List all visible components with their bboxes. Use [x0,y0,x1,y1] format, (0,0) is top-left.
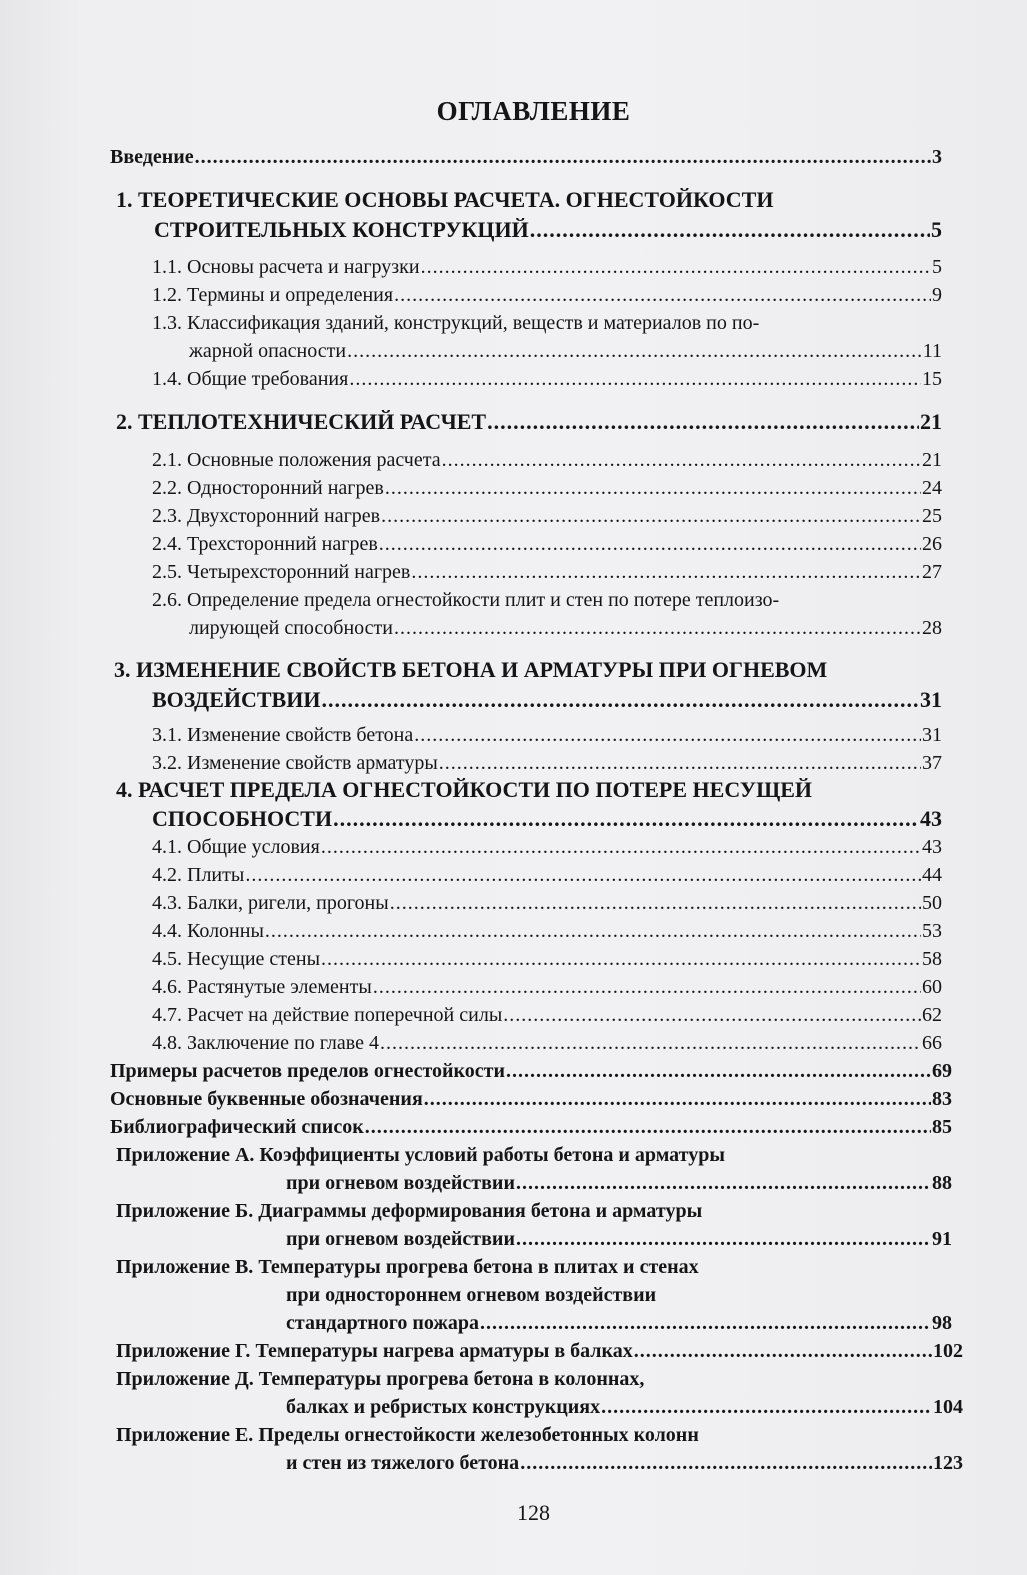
chapter-1-title-line2: СТРОИТЕЛЬНЫХ КОНСТРУКЦИЙ [154,217,529,242]
toc-entry-2-6-line1[interactable]: 2.6. Определение предела огнестойкости плит и стен по потере теплоизо- [152,589,780,611]
toc-entry-2-3[interactable] [152,502,942,530]
toc-entry-label: 4.6. Растянутые элементы [152,976,372,998]
appendix-title-line2: при огневом воздействии [286,1172,515,1194]
toc-entry-page: 21 [920,409,942,434]
appendix-prefix: Приложение Д. [116,1368,254,1390]
toc-entry-2-6[interactable] [189,614,942,642]
toc-entry-chapter-3[interactable] [152,686,942,714]
toc-entry-examples[interactable] [110,1057,952,1085]
dot-leader [380,1029,921,1057]
toc-entry-page: 60 [922,976,942,998]
appendix-b-line1[interactable] [116,1197,702,1225]
toc-entry-1-3-line1[interactable]: 1.3. Классификация зданий, конструкций, веществ и материалов по по- [152,312,760,334]
toc-entry-page: 31 [922,724,942,746]
toc-entry-label: 2.4. Трехсторонний нагрев [152,533,378,555]
dot-leader [411,558,921,586]
toc-entry-label: 2.2. Односторонний нагрев [152,477,384,499]
appendix-title-line1: Пределы огнестойкости железобетонных колонн [258,1424,699,1446]
dot-leader [414,721,921,749]
toc-entry-3-1[interactable] [152,721,942,749]
appendix-title-line3: стандартного пожара [286,1312,480,1334]
toc-entry-label: 4.4. Колонны [152,920,264,942]
dot-leader [349,365,921,393]
dot-leader [421,253,931,281]
toc-entry-page: 102 [933,1340,963,1362]
toc-entry-4-1[interactable] [152,833,942,861]
toc-entry-page: 98 [932,1312,952,1334]
toc-entry-intro[interactable] [110,143,942,171]
chapter-2-title: 2. ТЕПЛОТЕХНИЧЕСКИЙ РАСЧЕТ [116,409,487,434]
toc-entry-label: Библиографический список [110,1116,364,1138]
dot-leader [442,446,921,474]
toc-entry-appendix-g[interactable] [116,1337,963,1365]
toc-entry-page: 25 [922,505,942,527]
toc-entry-page: 104 [933,1396,963,1418]
toc-entry-2-1[interactable] [152,446,942,474]
chapter-3-title-line2: ВОЗДЕЙСТВИИ [152,687,321,712]
dot-leader [487,408,919,436]
toc-entry-page: 43 [922,836,942,858]
dot-leader [333,805,919,833]
toc-entry-label: 4.2. Плиты [152,864,245,886]
appendix-title-line1: Диаграммы деформирования бетона и арматуры [258,1200,703,1222]
appendix-title-line2: и стен из тяжелого бетона [286,1452,520,1474]
appendix-v-line1[interactable] [116,1253,699,1281]
toc-entry-page: 26 [922,533,942,555]
appendix-prefix: Приложение Б. [116,1200,254,1222]
dot-leader [394,614,921,642]
appendix-title-line1: Температуры прогрева бетона в плитах и стенах [258,1256,699,1278]
toc-entry-label: Примеры расчетов пределов огнестойкости [110,1060,506,1082]
toc-entry-page: 21 [922,449,942,471]
toc-entry-label: 2.5. Четырехсторонний нагрев [152,561,411,583]
toc-entry-4-5[interactable] [152,945,942,973]
toc-entry-label: 3.2. Изменение свойств арматуры [152,752,438,774]
toc-entry-symbols[interactable] [110,1085,952,1113]
toc-entry-label: жарной опасности [189,340,347,362]
toc-entry-page: 28 [922,617,942,639]
dot-leader [195,143,931,171]
toc-entry-3-2[interactable] [152,749,942,777]
toc-entry-label: Введение [110,146,194,168]
dot-leader [321,833,921,861]
dot-leader [385,474,921,502]
toc-entry-4-3[interactable] [152,889,942,917]
toc-entry-label [116,1337,633,1365]
chapter-3-title-line1[interactable]: 3. ИЗМЕНЕНИЕ СВОЙСТВ БЕТОНА И АРМАТУРЫ ПРИ ОГНЕВОМ [114,657,828,682]
toc-entry-bibliography[interactable] [110,1113,952,1141]
toc-entry-chapter-1[interactable] [154,216,942,244]
dot-leader [506,1057,931,1085]
chapter-4-title-line1[interactable]: 4. РАСЧЕТ ПРЕДЕЛА ОГНЕСТОЙКОСТИ ПО ПОТЕРЕ НЕСУЩЕЙ [116,777,813,802]
toc-entry-page: 15 [922,368,942,390]
toc-entry-label: 4.7. Расчет на действие поперечной силы [152,1004,503,1026]
dot-leader [530,216,930,244]
dot-leader [634,1337,932,1365]
toc-entry-2-4[interactable] [152,530,942,558]
toc-entry-4-7[interactable] [152,1001,942,1029]
dot-leader [265,917,921,945]
toc-entry-appendix-d[interactable] [286,1393,963,1421]
toc-entry-page: 31 [920,687,942,712]
toc-entry-label: 4.5. Несущие стены [152,948,321,970]
appendix-prefix: Приложение А. [116,1144,255,1166]
toc-entry-page: 62 [922,1004,942,1026]
toc-entry-label: 4.3. Балки, ригели, прогоны [152,892,389,914]
toc-entry-chapter-2[interactable] [116,408,942,436]
toc-entry-page: 85 [932,1116,952,1138]
toc-entry-page: 50 [922,892,942,914]
dot-leader [321,945,921,973]
dot-leader [503,1001,921,1029]
toc-entry-4-6[interactable] [152,973,942,1001]
chapter-1-title-line1[interactable]: 1. ТЕОРЕТИЧЕСКИЕ ОСНОВЫ РАСЧЕТА. ОГНЕСТОЙКОСТИ [116,187,774,212]
toc-entry-2-5[interactable] [152,558,942,586]
dot-leader [245,861,921,889]
dot-leader [379,530,921,558]
toc-entry-appendix-e[interactable] [286,1449,963,1477]
toc-entry-appendix-a[interactable] [286,1169,952,1197]
appendix-title-line1: Коэффициенты условий работы бетона и арматуры [259,1144,725,1166]
toc-entry-label: 3.1. Изменение свойств бетона [152,724,414,746]
dot-leader [381,502,921,530]
appendix-title-line1: Температуры прогрева бетона в колоннах, [258,1368,645,1390]
toc-entry-label: 4.1. Общие условия [152,836,320,858]
dot-leader [516,1225,931,1253]
dot-leader [480,1309,931,1337]
toc-entry-label: 2.1. Основные положения расчета [152,449,441,471]
toc-entry-4-4[interactable] [152,917,942,945]
dot-leader [601,1393,932,1421]
appendix-prefix: Приложение Е. [116,1424,254,1446]
appendix-prefix: Приложение В. [116,1256,254,1278]
toc-entry-page: 91 [932,1228,952,1250]
toc-entry-1-4[interactable] [152,365,942,393]
toc-entry-1-2[interactable] [152,281,942,309]
chapter-4-title-line2: СПОСОБНОСТИ [152,806,333,831]
appendix-v-line2[interactable]: при одностороннем огневом воздействии [286,1284,657,1306]
toc-entry-label: 1.1. Основы расчета и нагрузки [152,256,420,278]
toc-entry-1-1[interactable] [152,253,942,281]
toc-entry-appendix-v[interactable] [286,1309,952,1337]
toc-entry-4-8[interactable] [152,1029,942,1057]
appendix-title-line2: при огневом воздействии [286,1228,515,1250]
dot-leader [439,749,921,777]
appendix-prefix: Приложение Г. [116,1340,251,1362]
toc-entry-page: 27 [922,561,942,583]
toc-entry-page: 53 [922,920,942,942]
toc-entry-page: 123 [933,1452,963,1474]
appendix-title-line2: балках и ребристых конструкциях [286,1396,601,1418]
toc-entry-page: 24 [922,477,942,499]
toc-entry-page: 11 [922,340,942,362]
toc-entry-label: Основные буквенные обозначения [110,1088,423,1110]
dot-leader [373,973,921,1001]
toc-entry-page: 88 [932,1172,952,1194]
toc-entry-label: 1.4. Общие требования [152,368,349,390]
toc-title: ОГЛАВЛЕНИЕ [436,96,631,126]
toc-entry-page: 69 [932,1060,952,1082]
toc-entry-appendix-b[interactable] [286,1225,952,1253]
toc-entry-label: 1.2. Термины и определения [152,284,394,306]
toc-entry-page: 3 [932,146,942,168]
toc-entry-page: 44 [922,864,942,886]
toc-entry-label: 2.3. Двухсторонний нагрев [152,505,381,527]
toc-entry-page: 37 [922,752,942,774]
toc-entry-label: 4.8. Заключение по главе 4 [152,1032,379,1054]
dot-leader [424,1085,931,1113]
appendix-a-line1[interactable] [116,1141,725,1169]
toc-entry-page: 43 [920,806,942,831]
page-number: 128 [517,1500,550,1525]
dot-leader [321,686,919,714]
appendix-title-line1: Температуры нагрева арматуры в балках [255,1340,633,1362]
appendix-d-line1[interactable] [116,1365,644,1393]
dot-leader [390,889,921,917]
toc-entry-2-2[interactable] [152,474,942,502]
dot-leader [520,1449,932,1477]
toc-entry-1-3[interactable] [189,337,942,365]
toc-entry-page: 9 [932,284,942,306]
dot-leader [365,1113,931,1141]
toc-entry-page: 58 [922,948,942,970]
dot-leader [516,1169,931,1197]
dot-leader [394,281,931,309]
toc-entry-chapter-4[interactable] [152,805,942,833]
toc-entry-page: 5 [931,217,942,242]
toc-entry-label: лирующей способности [189,617,393,639]
toc-entry-page: 66 [922,1032,942,1054]
dot-leader [347,337,922,365]
appendix-e-line1[interactable] [116,1421,699,1449]
toc-entry-page: 83 [932,1088,952,1110]
toc-entry-page: 5 [932,256,942,278]
toc-entry-4-2[interactable] [152,861,942,889]
